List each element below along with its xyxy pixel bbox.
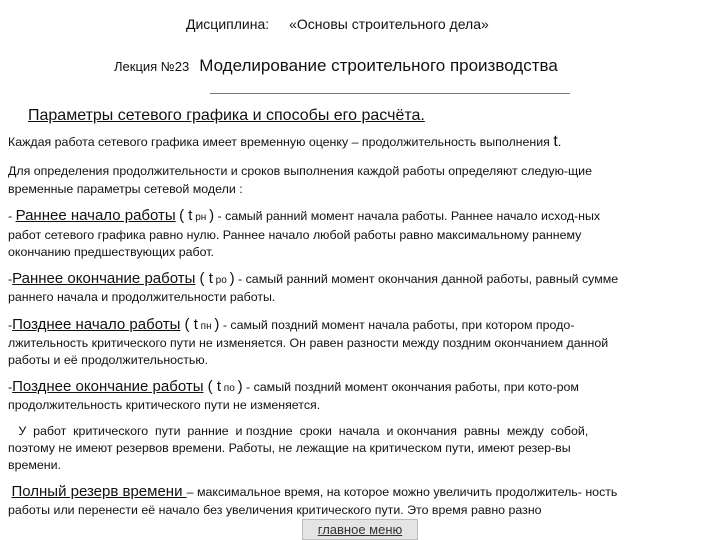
para-line: раннего начала и продолжительности работы. <box>8 290 276 304</box>
para-line: работы или перенести её начало без увеличения критического пути. Это время равно разно <box>8 503 542 517</box>
lecture-header <box>114 56 558 76</box>
main-menu-button[interactable]: главное меню <box>302 519 418 540</box>
para-line: работ сетевого графика равно нулю. Раннее начало любой работы равно максимальному раннему <box>8 228 582 242</box>
para-line: работы и её продолжительностью. <box>8 353 209 367</box>
intro-line: Каждая работа сетевого графика имеет временную оценку – продолжительность выполнения t. <box>8 133 562 150</box>
para-line: Для определения продолжительности и сроков выполнения каждой работы определяют следую-щие <box>8 164 592 178</box>
def-late-finish: -Позднее окончание работы ( t по ) - самый поздний момент окончания работы, при кото-ром <box>8 378 579 395</box>
para-line: У работ критического пути ранние и поздние сроки начала и окончания равны между собой, <box>8 424 589 438</box>
discipline-header <box>186 16 489 32</box>
section-title: Параметры сетевого графика и способы его расчёта. <box>28 107 425 124</box>
def-label: Позднее окончание работы <box>12 378 204 395</box>
def-full-reserve: Полный резерв времени – максимальное время, на которое можно увеличить продолжитель- ность <box>11 483 618 500</box>
para-line: поэтому не имеют резервов времени. Работы, не лежащие на критическом пути, имеют резер-вы <box>8 441 571 455</box>
lecture-title: Моделирование строительного производства <box>199 56 558 75</box>
header-divider <box>210 93 570 94</box>
para-line: временные параметры сетевой модели : <box>8 182 243 196</box>
para-line: времени. <box>8 458 61 472</box>
discipline-name: «Основы строительного дела» <box>289 16 489 32</box>
discipline-label: Дисциплина: <box>186 16 270 32</box>
def-label: Раннее начало работы <box>15 207 176 224</box>
lecture-label: Лекция №23 <box>114 59 190 74</box>
para-line: лжительность критического пути не изменяется. Он равен разности между поздним окончанием данной <box>8 336 609 350</box>
def-early-finish: -Раннее окончание работы ( t ро ) - самый ранний момент окончания данной работы, равный сумме <box>8 270 619 287</box>
def-label: Позднее начало работы <box>12 316 181 333</box>
def-label: Раннее окончание работы <box>12 270 196 287</box>
para-line: окончанию предшествующих работ. <box>8 245 214 259</box>
def-late-start: -Позднее начало работы ( t пн ) - самый поздний момент начала работы, при котором продо- <box>8 316 575 333</box>
def-label: Полный резерв времени <box>11 483 187 500</box>
def-early-start: - Раннее начало работы ( t рн ) - самый ранний момент начала работы. Раннее начало исход-ных <box>8 207 601 224</box>
duration-symbol: t <box>553 133 558 150</box>
para-line: продолжительность критического пути не изменяется. <box>8 398 321 412</box>
